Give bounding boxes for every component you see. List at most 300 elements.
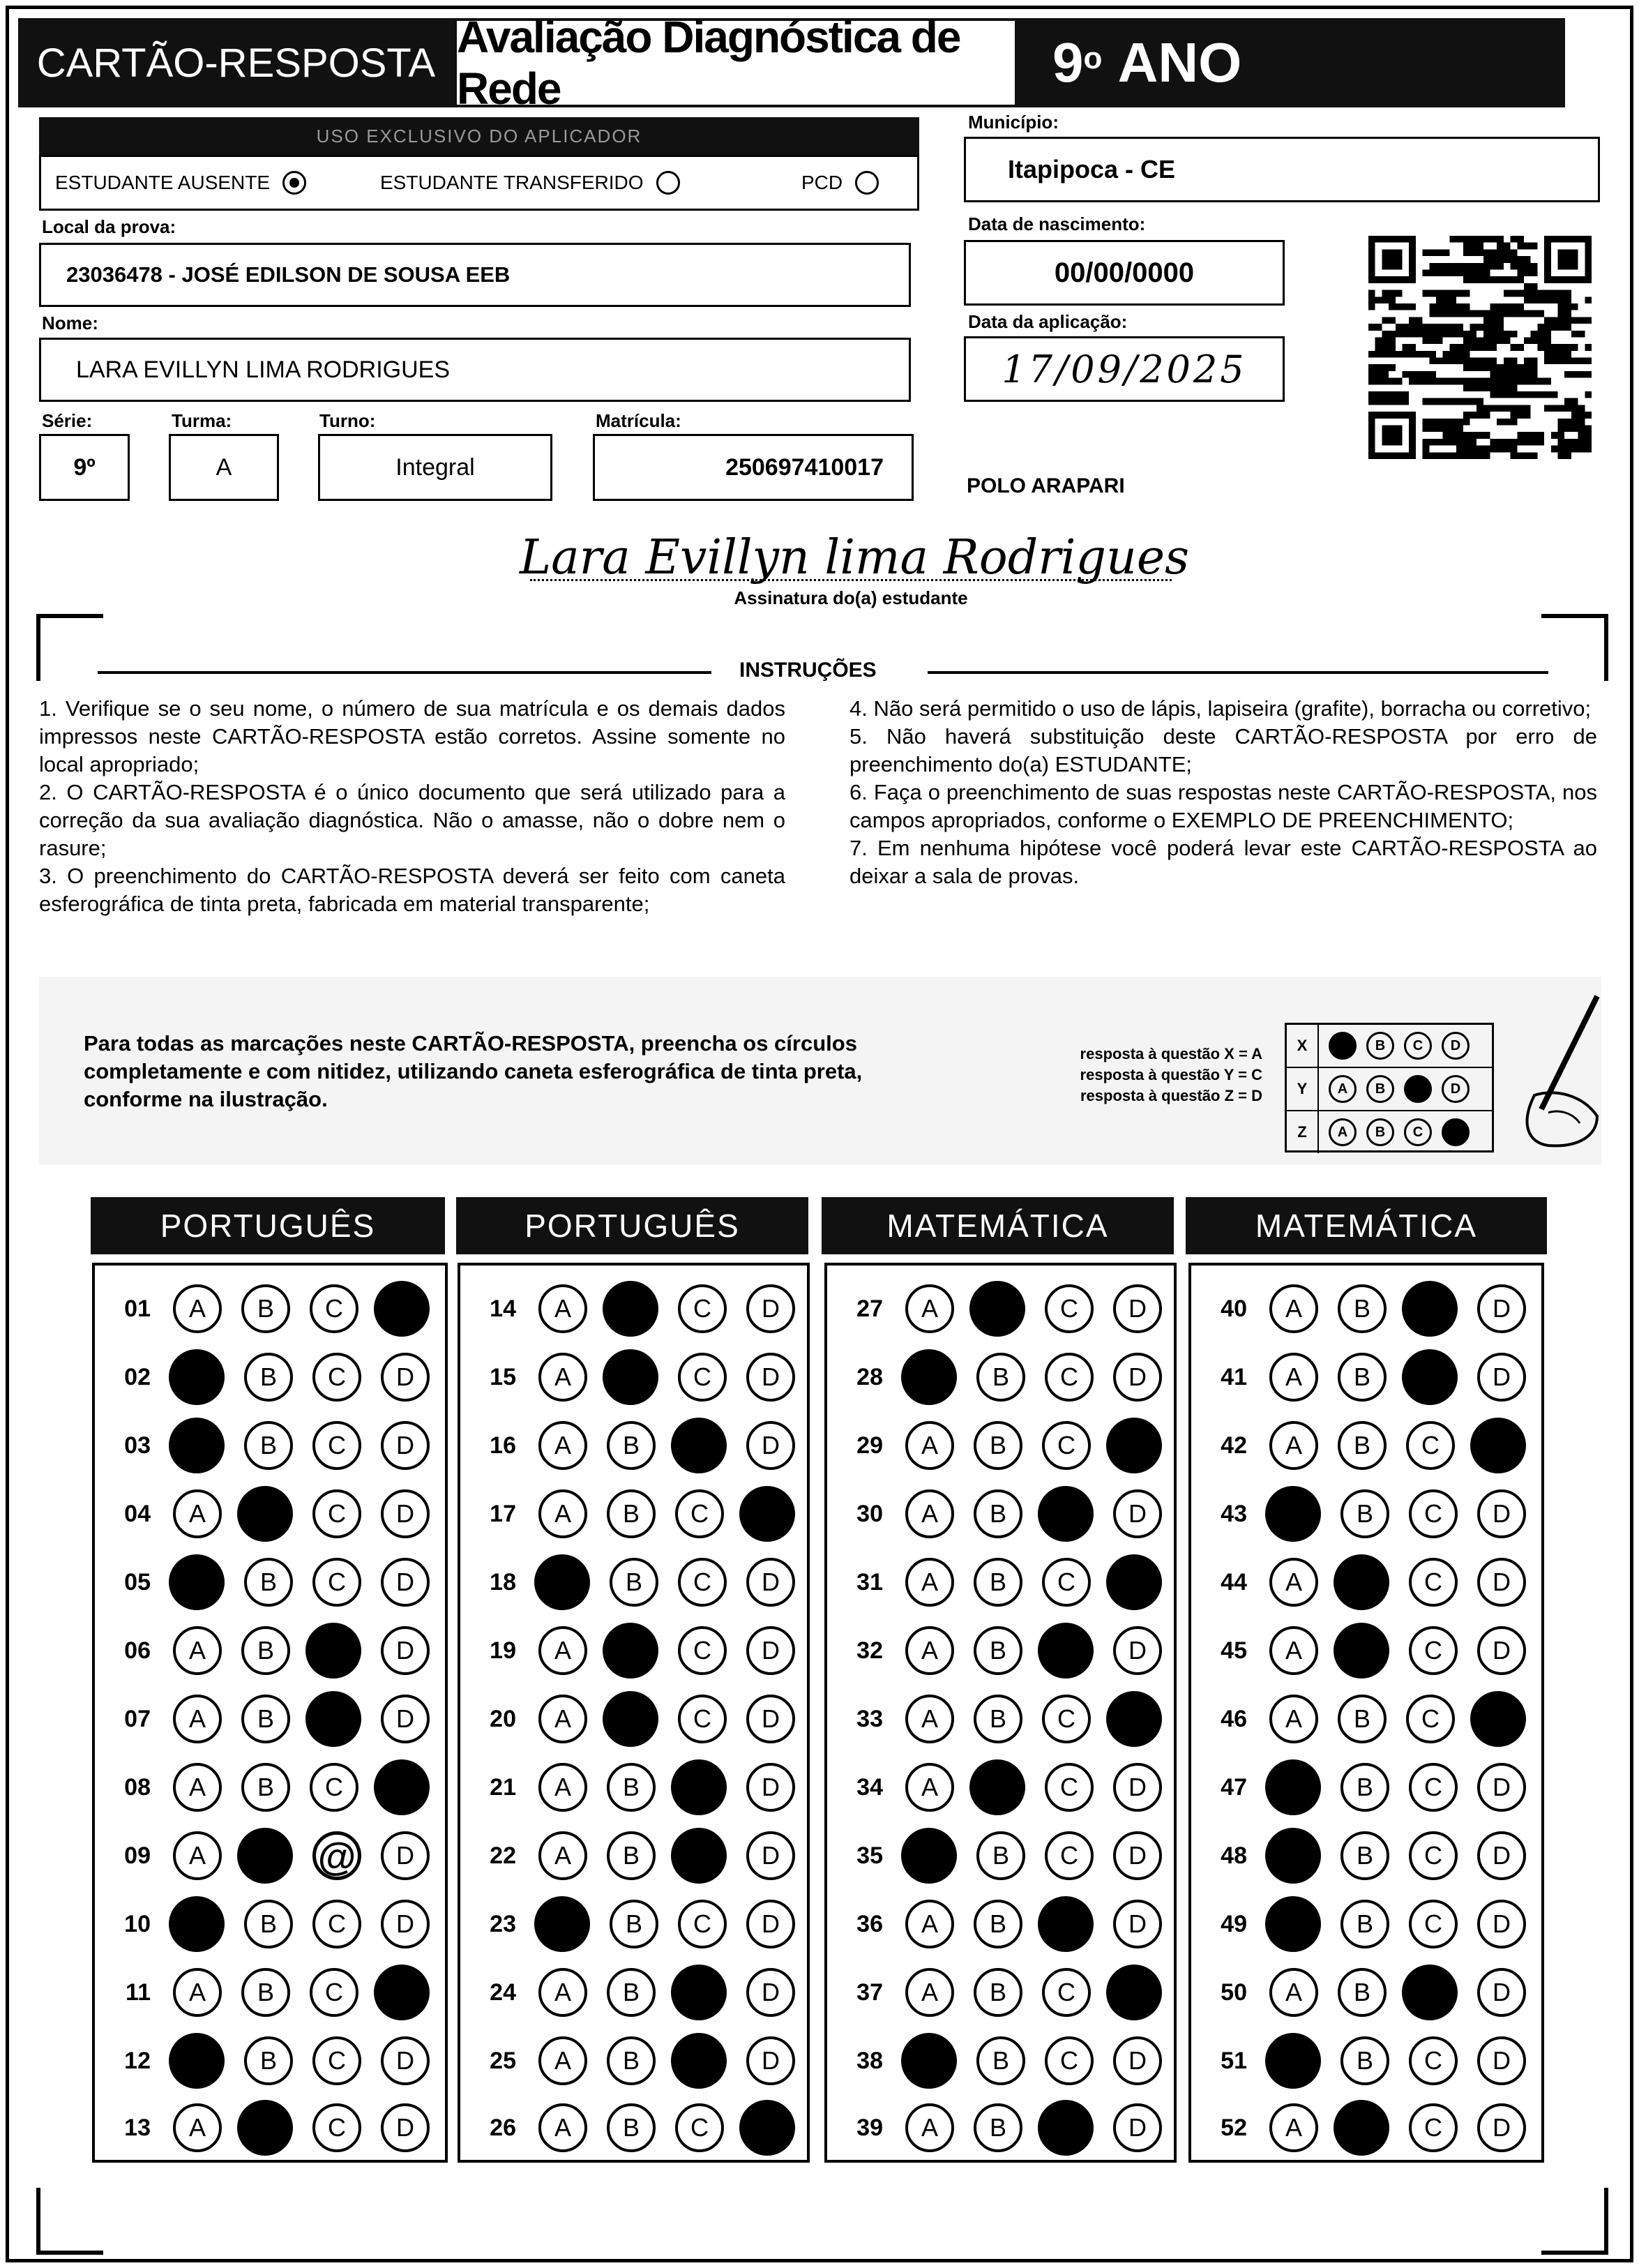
answer-section [1188, 1263, 1544, 2163]
ausente-radio[interactable] [282, 171, 306, 195]
answer-bubble-d[interactable]: D [746, 1831, 795, 1880]
polo-label: POLO ARAPARI [967, 474, 1125, 497]
answer-bubble-d[interactable]: D [1106, 1554, 1162, 1610]
answer-bubble-b[interactable]: B [244, 1558, 293, 1607]
answer-bubble-c[interactable]: C [1038, 1896, 1094, 1952]
answer-bubble-b[interactable]: B [241, 1626, 290, 1675]
aplicador-bar: USO EXCLUSIVO DO APLICADOR [39, 117, 919, 155]
answer-section [92, 1263, 448, 2163]
question-number: 30 [856, 1500, 883, 1527]
question-number: 39 [856, 2114, 883, 2141]
answer-bubble-a[interactable]: A [538, 1695, 587, 1743]
answer-bubble-a[interactable]: A [1265, 1759, 1321, 1815]
question-row [95, 1890, 430, 1958]
instruction-4: 4. Não será permitido o uso de lápis, lapiseira (grafite), borracha ou corretivo; [849, 696, 1592, 721]
answer-bubble-d[interactable]: D [381, 1900, 430, 1948]
answer-bubble-c[interactable]: C [1038, 1623, 1094, 1679]
answer-bubble-d[interactable]: D [381, 1695, 430, 1743]
answer-bubble-d[interactable]: D [381, 2103, 430, 2152]
answer-bubble-d[interactable]: D [1113, 1900, 1162, 1948]
answer-bubble-b[interactable]: B [1340, 1763, 1389, 1812]
answer-bubble-c[interactable]: C [678, 1353, 727, 1402]
question-row [1191, 1616, 1526, 1685]
answer-bubble-b[interactable]: B [974, 1968, 1022, 2017]
question-number: 17 [490, 1500, 516, 1527]
answer-bubble-b[interactable]: B [1338, 1421, 1387, 1470]
answer-bubble-c[interactable]: C [1409, 2036, 1458, 2085]
transferido-option[interactable] [380, 157, 680, 209]
answer-bubble-d[interactable]: D [1477, 1968, 1526, 2017]
answer-bubble-d[interactable]: D [381, 1489, 430, 1538]
fill-example-text: Para todas as marcações neste CARTÃO-RESPOSTA, preencha os círculos completamente e com nitidez, utilizando caneta esferográfica de tinta preta, conforme na ilustração. [84, 1031, 863, 1111]
answer-bubble-b[interactable]: B [1334, 2100, 1389, 2156]
grade-text: ANO [1117, 31, 1242, 93]
answer-bubble-b[interactable]: B [241, 1968, 290, 2017]
answer-bubble-d[interactable]: D [1113, 1284, 1162, 1333]
answer-bubble-b[interactable]: B [1340, 1831, 1389, 1880]
answer-bubble-c[interactable]: C [310, 1968, 358, 2017]
question-number: 36 [856, 1910, 883, 1937]
answer-bubble-d[interactable]: D [381, 1558, 430, 1607]
fill-example-bubble: B [1366, 1118, 1394, 1146]
matricula-field: 250697410017 [593, 434, 914, 501]
answer-bubble-c[interactable]: C [1042, 1968, 1091, 2017]
answer-bubble-b[interactable]: B [244, 1900, 293, 1948]
answer-bubble-c[interactable]: C [1045, 1763, 1094, 1812]
answer-bubble-c[interactable]: C [1406, 1421, 1455, 1470]
answer-bubble-a[interactable]: A [1269, 1353, 1318, 1402]
answer-bubble-a[interactable]: A [173, 1968, 222, 2017]
answer-bubble-d[interactable]: D [1477, 1626, 1526, 1675]
answer-bubble-c[interactable]: C [1402, 1349, 1458, 1405]
question-row [827, 1275, 1162, 1343]
answer-bubble-d[interactable]: D [746, 1900, 795, 1948]
answer-bubble-c[interactable]: C [312, 1421, 361, 1470]
question-number: 43 [1221, 1500, 1247, 1527]
answer-bubble-d[interactable]: D [1113, 1353, 1162, 1402]
answer-bubble-d[interactable]: D [746, 1626, 795, 1675]
answer-bubble-b[interactable]: B [1338, 1353, 1387, 1402]
instructions-right-column [849, 695, 1597, 890]
answer-bubble-c[interactable]: C [1402, 1281, 1458, 1337]
answer-bubble-a[interactable]: A [1265, 2033, 1321, 2089]
question-row [827, 1685, 1162, 1753]
answer-bubble-c[interactable] [312, 1831, 361, 1880]
nome-field: LARA EVILLYN LIMA RODRIGUES [39, 338, 911, 402]
answer-bubble-b[interactable]: B [610, 1558, 658, 1607]
answer-bubble-a[interactable]: A [905, 1489, 954, 1538]
answer-bubble-d[interactable]: D [374, 1965, 430, 2020]
answer-bubble-a[interactable]: A [173, 1489, 222, 1538]
answer-bubble-b[interactable]: B [974, 1695, 1022, 1743]
answer-bubble-b[interactable]: B [237, 1486, 293, 1542]
answer-bubble-d[interactable]: D [1477, 1763, 1526, 1812]
fill-example-grid [1285, 1023, 1494, 1152]
question-number: 18 [490, 1568, 516, 1595]
exam-title: Avaliação Diagnóstica de Rede [454, 18, 1018, 107]
answer-bubble-d[interactable]: D [381, 1353, 430, 1402]
answer-bubble-d[interactable]: D [739, 2100, 795, 2156]
turma-label: Turma: [172, 410, 232, 431]
answer-bubble-a[interactable]: A [1269, 1558, 1318, 1607]
answer-bubble-b[interactable]: B [603, 1623, 658, 1679]
answer-bubble-b[interactable]: B [607, 1831, 656, 1880]
answer-bubble-d[interactable]: D [739, 1486, 795, 1542]
answer-bubble-c[interactable]: C [312, 2036, 361, 2085]
answer-bubble-a[interactable]: A [905, 1763, 954, 1812]
pcd-option[interactable] [801, 157, 879, 209]
instruction-5: 5. Não haverá substituição deste CARTÃO-RESPOSTA por erro de preenchimento do(a) ESTUDANTE; [849, 724, 1597, 776]
answer-bubble-c[interactable]: C [1042, 1695, 1091, 1743]
answer-bubble-a[interactable]: A [169, 1554, 225, 1610]
answer-bubble-c[interactable]: C [1045, 2036, 1094, 2085]
question-number: 49 [1221, 1910, 1247, 1937]
answer-bubble-d[interactable]: D [1106, 1965, 1162, 2020]
answer-bubble-d[interactable]: D [381, 2036, 430, 2085]
answer-bubble-b[interactable]: B [976, 2036, 1025, 2085]
answer-bubble-d[interactable]: D [1477, 1558, 1526, 1607]
question-row [460, 2094, 795, 2162]
answer-bubble-a[interactable]: A [905, 1695, 954, 1743]
answer-bubble-d[interactable]: D [746, 1284, 795, 1333]
answer-bubble-a[interactable]: A [901, 1828, 957, 1884]
answer-bubble-b[interactable]: B [974, 2103, 1022, 2152]
answer-bubble-a[interactable]: A [1269, 1968, 1318, 2017]
answer-bubble-a[interactable]: A [538, 1489, 587, 1538]
ausente-option[interactable] [55, 157, 306, 209]
answer-bubble-d[interactable]: D [1113, 1763, 1162, 1812]
answer-bubble-c[interactable]: C [1409, 2103, 1458, 2152]
instructions-rule-left [98, 671, 711, 674]
answer-bubble-a[interactable]: A [538, 1353, 587, 1402]
matricula-label: Matrícula: [596, 410, 681, 431]
answer-bubble-a[interactable]: A [905, 1421, 954, 1470]
answer-bubble-a[interactable]: A [169, 1349, 225, 1405]
answer-bubble-c[interactable]: C [312, 1900, 361, 1948]
question-number: 51 [1221, 2047, 1247, 2074]
pcd-radio[interactable] [855, 171, 879, 195]
answer-bubble-b[interactable]: B [610, 1900, 658, 1948]
answer-bubble-c[interactable]: C [675, 1489, 724, 1538]
answer-bubble-c[interactable]: C [1409, 1900, 1458, 1948]
answer-bubble-d[interactable]: D [1477, 1831, 1526, 1880]
answer-bubble-d[interactable]: D [1106, 1418, 1162, 1473]
serie-label: Série: [42, 410, 93, 431]
answer-bubble-c[interactable]: C [1409, 1626, 1458, 1675]
answer-bubble-a[interactable]: A [538, 2103, 587, 2152]
answer-bubble-c[interactable]: C [678, 1284, 727, 1333]
answer-bubble-a[interactable]: A [905, 1626, 954, 1675]
answer-bubble-d[interactable]: D [1470, 1691, 1526, 1747]
answer-bubble-a[interactable]: A [905, 1284, 954, 1333]
answer-bubble-d[interactable]: D [374, 1759, 430, 1815]
question-row [460, 1343, 795, 1411]
answer-bubble-c[interactable]: C [312, 1558, 361, 1607]
fill-example-bubble: A [1329, 1075, 1357, 1103]
answer-bubble-d[interactable]: D [746, 1968, 795, 2017]
answer-bubble-c[interactable]: C [1409, 1831, 1458, 1880]
answer-bubble-c[interactable]: C [675, 2103, 724, 2152]
answer-bubble-a[interactable]: A [169, 1418, 225, 1473]
answer-bubble-c[interactable]: C [671, 1759, 727, 1815]
answer-bubble-c[interactable]: C [1045, 1284, 1094, 1333]
answer-bubble-a[interactable]: A [905, 2103, 954, 2152]
section-header: PORTUGUÊS [456, 1197, 808, 1254]
legend-z: resposta à questão Z = D [1080, 1087, 1262, 1104]
answer-bubble-d[interactable]: D [746, 2036, 795, 2085]
answer-bubble-c[interactable]: C [312, 1489, 361, 1538]
question-row [460, 1548, 795, 1616]
answer-bubble-d[interactable]: D [1477, 1284, 1526, 1333]
question-row [95, 1616, 430, 1685]
answer-bubble-b[interactable]: B [237, 1828, 293, 1884]
answer-bubble-c[interactable]: C [305, 1691, 361, 1747]
answer-bubble-a[interactable]: A [1269, 1695, 1318, 1743]
answer-bubble-b[interactable]: B [241, 1284, 290, 1333]
answer-bubble-b[interactable]: B [607, 1421, 656, 1470]
signature-line [530, 579, 1172, 581]
answer-bubble-c[interactable]: C [1409, 1489, 1458, 1538]
answer-bubble-b[interactable]: B [603, 1281, 658, 1337]
card-title: CARTÃO-RESPOSTA [18, 18, 454, 107]
answer-bubble-b[interactable]: B [976, 1353, 1025, 1402]
question-number: 04 [124, 1500, 151, 1527]
answer-bubble-d[interactable]: D [1106, 1691, 1162, 1747]
section-header: PORTUGUÊS [91, 1197, 445, 1254]
question-number: 07 [124, 1705, 151, 1732]
fill-example-key: Z [1287, 1111, 1319, 1153]
question-number: 31 [856, 1568, 883, 1595]
answer-bubble-b[interactable]: B [974, 1558, 1022, 1607]
question-number: 34 [856, 1773, 883, 1801]
answer-bubble-c[interactable]: C [1042, 1421, 1091, 1470]
answer-bubble-a[interactable]: A [169, 2033, 225, 2089]
answer-bubble-c[interactable]: C [678, 1900, 727, 1948]
answer-bubble-b[interactable]: B [607, 1968, 656, 2017]
fill-example-bubble: C [1404, 1032, 1432, 1060]
answer-bubble-b[interactable]: B [1338, 1284, 1387, 1333]
answer-bubble-b[interactable]: B [974, 1900, 1022, 1948]
instructions-left-column [39, 695, 785, 918]
answer-bubble-a[interactable]: A [173, 1695, 222, 1743]
answer-bubble-a[interactable]: A [905, 1558, 954, 1607]
answer-bubble-b[interactable]: B [1338, 1968, 1387, 2017]
question-row [460, 1685, 795, 1753]
answer-bubble-c[interactable]: C [671, 1828, 727, 1884]
answer-bubble-c[interactable]: C [678, 1558, 727, 1607]
answer-bubble-c[interactable]: C [1045, 1353, 1094, 1402]
answer-bubble-d[interactable]: D [381, 1421, 430, 1470]
nome-label: Nome: [42, 313, 98, 333]
answer-bubble-c[interactable]: C [1038, 1486, 1094, 1542]
answer-bubble-a[interactable]: A [901, 2033, 957, 2089]
grade-badge [1018, 18, 1565, 107]
answer-bubble-b[interactable]: B [969, 1281, 1025, 1337]
answer-bubble-a[interactable]: A [901, 1349, 957, 1405]
instruction-2: 2. O CARTÃO-RESPOSTA é o único documento que será utilizado para a correção da sua avaliação diagnóstica. Não o amasse, não o dobre nem o rasure; [39, 780, 785, 860]
answer-bubble-b[interactable]: B [237, 2100, 293, 2156]
answer-bubble-b[interactable]: B [244, 1421, 293, 1470]
answer-bubble-d[interactable]: D [1477, 1900, 1526, 1948]
question-number: 24 [490, 1978, 516, 2006]
answer-bubble-c[interactable]: C [1406, 1695, 1455, 1743]
answer-bubble-a[interactable]: A [1265, 1828, 1321, 1884]
answer-bubble-d[interactable]: D [1477, 2103, 1526, 2152]
question-number: 27 [856, 1295, 883, 1322]
answer-bubble-c[interactable]: C [1038, 2100, 1094, 2156]
answer-bubble-c[interactable]: C [312, 1353, 361, 1402]
fill-example-bubble: B [1366, 1032, 1394, 1060]
answer-bubble-a[interactable]: A [538, 1831, 587, 1880]
answer-bubble-b[interactable]: B [241, 1695, 290, 1743]
answer-bubble-c[interactable]: C [678, 1626, 727, 1675]
answer-bubble-a[interactable]: A [169, 1896, 225, 1952]
answer-bubble-a[interactable]: A [538, 1968, 587, 2017]
answer-bubble-d[interactable]: D [746, 1421, 795, 1470]
answer-bubble-a[interactable]: A [905, 1900, 954, 1948]
question-row [95, 1548, 430, 1616]
section-header: MATEMÁTICA [1186, 1197, 1547, 1254]
answer-bubble-d[interactable]: D [1470, 1418, 1526, 1473]
answer-bubble-a[interactable]: A [905, 1968, 954, 2017]
question-row [827, 1753, 1162, 1822]
answer-bubble-b[interactable]: B [244, 2036, 293, 2085]
question-number: 38 [856, 2047, 883, 2074]
question-number: 22 [490, 1842, 516, 1869]
answer-bubble-c[interactable]: C [671, 1965, 727, 2020]
answer-bubble-a[interactable]: A [173, 1831, 222, 1880]
answer-bubble-c[interactable]: C [312, 2103, 361, 2152]
answer-bubble-c[interactable]: C [310, 1284, 358, 1333]
question-row [1191, 1890, 1526, 1958]
legend-y: resposta à questão Y = C [1080, 1066, 1262, 1083]
question-row [1191, 1411, 1526, 1480]
question-row [1191, 1685, 1526, 1753]
student-signature: Lara Evillyn lima Rodrigues [519, 530, 1189, 585]
answer-bubble-d[interactable]: D [1113, 2103, 1162, 2152]
answer-bubble-b[interactable]: B [244, 1353, 293, 1402]
answer-bubble-a[interactable]: A [534, 1554, 590, 1610]
answer-bubble-a[interactable]: A [1265, 1486, 1321, 1542]
answer-bubble-c[interactable]: C [671, 2033, 727, 2089]
answer-bubble-b[interactable]: B [1334, 1554, 1389, 1610]
answer-bubble-d[interactable]: D [374, 1281, 430, 1337]
question-number: 21 [490, 1773, 516, 1801]
answer-bubble-a[interactable]: A [538, 1763, 587, 1812]
answer-bubble-a[interactable]: A [1269, 1626, 1318, 1675]
answer-bubble-a[interactable]: A [173, 1626, 222, 1675]
grade-ordinal: o [1083, 41, 1103, 75]
answer-bubble-d[interactable]: D [1477, 1489, 1526, 1538]
instruction-7: 7. Em nenhuma hipótese você poderá levar este CARTÃO-RESPOSTA ao deixar a sala de provas. [849, 836, 1597, 888]
instructions-title: INSTRUÇÕES [739, 659, 877, 682]
answer-bubble-b[interactable]: B [241, 1763, 290, 1812]
answer-bubble-a[interactable]: A [1269, 2103, 1318, 2152]
answer-section [458, 1263, 810, 2163]
answer-bubble-b[interactable]: B [603, 1349, 658, 1405]
answer-bubble-d[interactable]: D [1113, 1489, 1162, 1538]
answer-bubble-d[interactable]: D [746, 1695, 795, 1743]
section-header: MATEMÁTICA [822, 1197, 1174, 1254]
answer-bubble-d[interactable]: D [381, 1626, 430, 1675]
question-row [1191, 1753, 1526, 1822]
fill-example-key: X [1287, 1025, 1319, 1067]
question-row [95, 2094, 430, 2162]
answer-bubble-d[interactable]: D [381, 1831, 430, 1880]
answer-bubble-d[interactable]: D [1113, 1626, 1162, 1675]
answer-bubble-b[interactable]: B [1334, 1623, 1389, 1679]
question-number: 11 [126, 1978, 151, 2006]
question-row [1191, 1822, 1526, 1890]
answer-bubble-a[interactable]: A [538, 1626, 587, 1675]
answer-bubble-a[interactable]: A [538, 1421, 587, 1470]
local-field: 23036478 - JOSÉ EDILSON DE SOUSA EEB [39, 243, 911, 307]
answer-bubble-a[interactable]: A [538, 2036, 587, 2085]
corner-mark-bottom-left [36, 2188, 103, 2255]
question-number: 14 [490, 1295, 516, 1322]
question-number: 45 [1221, 1637, 1247, 1664]
answer-bubble-d[interactable]: D [746, 1763, 795, 1812]
answer-bubble-d[interactable]: D [746, 1558, 795, 1607]
answer-bubble-b[interactable]: B [1338, 1695, 1387, 1743]
answer-bubble-b[interactable]: B [974, 1421, 1022, 1470]
answer-bubble-b[interactable]: B [607, 1763, 656, 1812]
answer-bubble-b[interactable]: B [974, 1626, 1022, 1675]
answer-bubble-c[interactable]: C [678, 1695, 727, 1743]
answer-bubble-b[interactable]: B [603, 1691, 658, 1747]
answer-bubble-b[interactable]: B [607, 2103, 656, 2152]
answer-bubble-a[interactable]: A [173, 2103, 222, 2152]
answer-bubble-b[interactable]: B [1340, 1900, 1389, 1948]
answer-bubble-b[interactable]: B [974, 1489, 1022, 1538]
answer-bubble-d[interactable]: D [1113, 2036, 1162, 2085]
answer-bubble-a[interactable]: A [538, 1284, 587, 1333]
answer-bubble-d[interactable]: D [1113, 1831, 1162, 1880]
answer-bubble-c[interactable]: C [1409, 1763, 1458, 1812]
question-number: 19 [490, 1637, 516, 1664]
instruction-1: 1. Verifique se o seu nome, o número de sua matrícula e os demais dados impressos neste CARTÃO-RESPOSTA estão corretos. Assine somente no local apropriado; [39, 696, 785, 776]
fill-example-bubble: D [1442, 1118, 1470, 1146]
answer-bubble-b[interactable]: B [607, 1489, 656, 1538]
answer-bubble-a[interactable]: A [1269, 1421, 1318, 1470]
answer-bubble-c[interactable]: C [1045, 1831, 1094, 1880]
answer-bubble-b[interactable]: B [1340, 1489, 1389, 1538]
answer-bubble-c[interactable]: C [1409, 1558, 1458, 1607]
answer-bubble-c[interactable]: C [305, 1623, 361, 1679]
question-number: 41 [1221, 1363, 1247, 1390]
answer-bubble-c[interactable]: C [1402, 1965, 1458, 2020]
answer-bubble-a[interactable]: A [1269, 1284, 1318, 1333]
answer-bubble-a[interactable]: A [173, 1763, 222, 1812]
answer-bubble-a[interactable]: A [534, 1896, 590, 1952]
answer-bubble-a[interactable]: A [1265, 1896, 1321, 1952]
answer-bubble-b[interactable]: B [607, 2036, 656, 2085]
question-number: 35 [856, 1842, 883, 1869]
answer-bubble-d[interactable]: D [1477, 2036, 1526, 2085]
answer-bubble-c[interactable]: C [671, 1418, 727, 1473]
answer-bubble-d[interactable]: D [746, 1353, 795, 1402]
answer-bubble-a[interactable]: A [173, 1284, 222, 1333]
answer-section [824, 1263, 1177, 2163]
answer-bubble-b[interactable]: B [976, 1831, 1025, 1880]
answer-bubble-b[interactable]: B [1340, 2036, 1389, 2085]
transferido-radio[interactable] [656, 171, 680, 195]
answer-bubble-b[interactable]: B [969, 1759, 1025, 1815]
answer-bubble-d[interactable]: D [1477, 1353, 1526, 1402]
answer-bubble-c[interactable]: C [1042, 1558, 1091, 1607]
answer-bubble-c[interactable]: C [310, 1763, 358, 1812]
legend-x: resposta à questão X = A [1080, 1045, 1262, 1062]
